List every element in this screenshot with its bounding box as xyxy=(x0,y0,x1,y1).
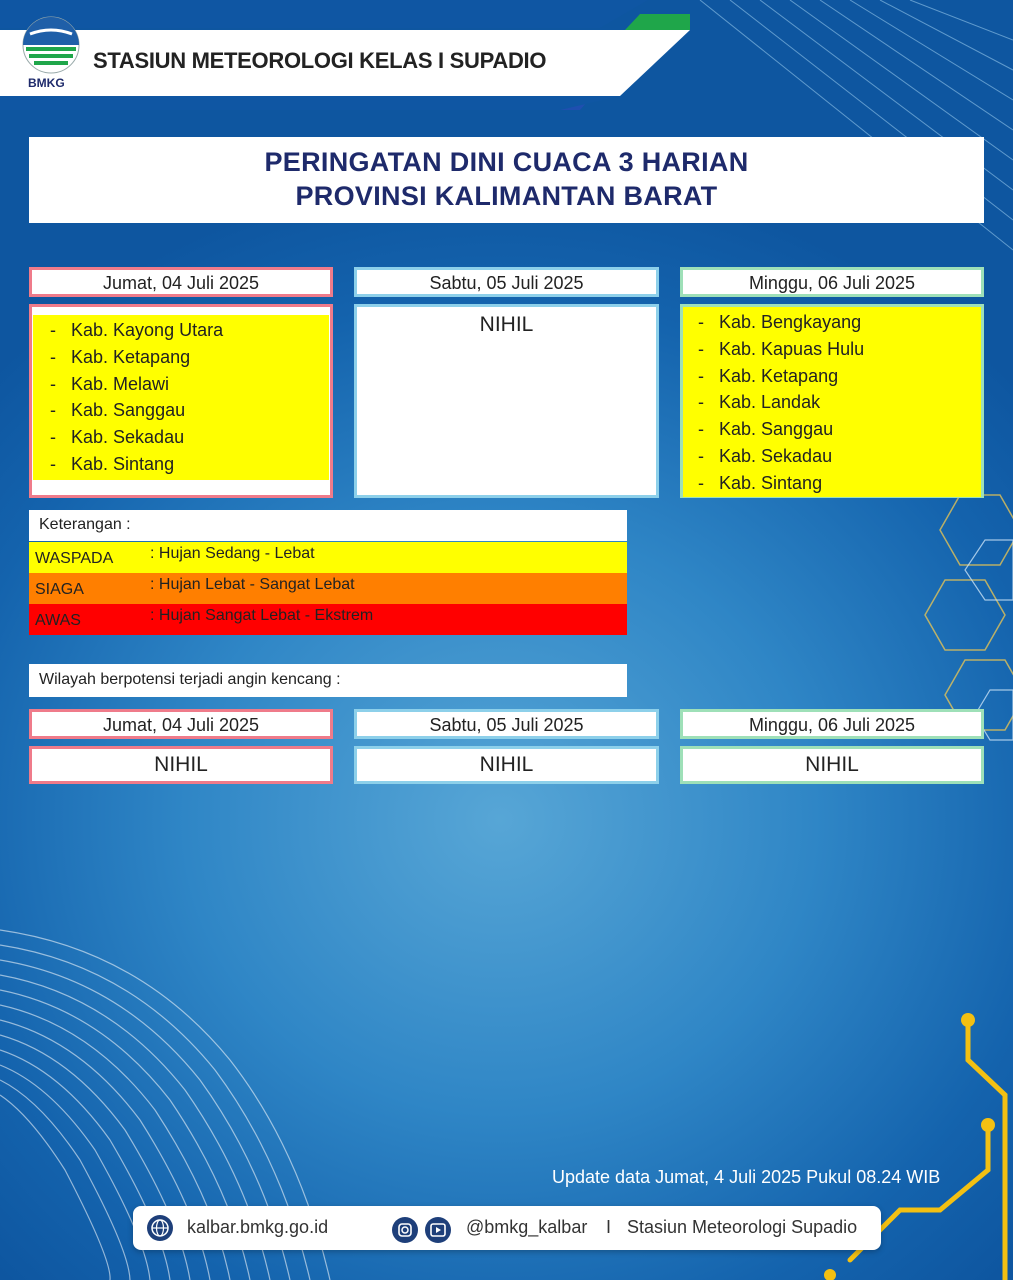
region-list-3 xyxy=(683,307,981,497)
nihil-text: NIHIL xyxy=(479,313,534,336)
list-item: - Kab. Sintang xyxy=(698,472,823,493)
list-item: - Kab. Sanggau xyxy=(698,419,834,440)
list-item: - Kab. Melawi xyxy=(50,373,170,394)
title-line-1: PERINGATAN DINI CUACA 3 HARIAN xyxy=(264,147,749,177)
list-item: - Kab. Landak xyxy=(698,392,821,413)
bmkg-logo xyxy=(20,14,82,90)
instagram-icon[interactable] xyxy=(392,1217,418,1243)
list-item: - Kab. Sekadau xyxy=(698,445,833,466)
day-header-2: Sabtu, 05 Juli 2025 xyxy=(354,267,659,297)
wind-day-header-1: Jumat, 04 Juli 2025 xyxy=(29,709,333,739)
wind-day-header-3: Minggu, 06 Juli 2025 xyxy=(680,709,984,739)
legend-title: Keterangan : xyxy=(29,510,627,541)
wind-status-2: NIHIL xyxy=(354,746,659,784)
list-item: - Kab. Ketapang xyxy=(698,365,839,386)
list-item: - Kab. Kapuas Hulu xyxy=(698,338,865,359)
list-item: - Kab. Ketapang xyxy=(50,346,191,367)
region-list-1 xyxy=(33,315,329,480)
legend-siaga xyxy=(29,573,627,604)
logo-text: BMKG xyxy=(28,76,65,90)
list-item: - Kab. Sanggau xyxy=(50,400,186,421)
wind-status-3: NIHIL xyxy=(680,746,984,784)
legend-level: SIAGA xyxy=(35,581,84,598)
day-panel-3 xyxy=(680,304,984,498)
legend-level: WASPADA xyxy=(35,550,114,567)
footer-separator: I xyxy=(606,1217,612,1237)
legend-desc: : Hujan Sedang - Lebat xyxy=(150,545,315,562)
list-item: - Kab. Sintang xyxy=(50,453,175,474)
website-link[interactable]: kalbar.bmkg.go.id xyxy=(187,1217,329,1237)
title-line-2: PROVINSI KALIMANTAN BARAT xyxy=(295,181,718,211)
legend-waspada xyxy=(29,542,627,573)
legend-desc: : Hujan Sangat Lebat - Ekstrem xyxy=(150,607,374,624)
legend-level: AWAS xyxy=(35,612,81,629)
bmkg-logo-icon xyxy=(20,14,82,76)
page-title xyxy=(29,137,984,223)
list-item: - Kab. Bengkayang xyxy=(698,312,862,332)
wind-day-header-2: Sabtu, 05 Juli 2025 xyxy=(354,709,659,739)
day-panel-1 xyxy=(29,304,333,498)
day-header-3: Minggu, 06 Juli 2025 xyxy=(680,267,984,297)
list-item: - Kab. Sekadau xyxy=(50,427,185,448)
day-header-1: Jumat, 04 Juli 2025 xyxy=(29,267,333,297)
wind-status-1: NIHIL xyxy=(29,746,333,784)
footer-station: Stasiun Meteorologi Supadio xyxy=(627,1217,858,1237)
list-item: - Kab. Kayong Utara xyxy=(50,320,224,340)
globe-icon xyxy=(147,1215,173,1241)
day-panel-2 xyxy=(354,304,659,498)
youtube-icon[interactable] xyxy=(425,1217,451,1243)
update-text: Update data Jumat, 4 Juli 2025 Pukul 08.24 WIB xyxy=(552,1167,941,1187)
station-name: STASIUN METEOROLOGI KELAS I SUPADIO xyxy=(93,48,547,73)
footer-bar xyxy=(133,1206,881,1250)
legend-desc: : Hujan Lebat - Sangat Lebat xyxy=(150,576,355,593)
legend-awas xyxy=(29,604,627,635)
social-handle[interactable]: @bmkg_kalbar xyxy=(466,1217,588,1237)
wind-title: Wilayah berpotensi terjadi angin kencang : xyxy=(29,664,627,697)
